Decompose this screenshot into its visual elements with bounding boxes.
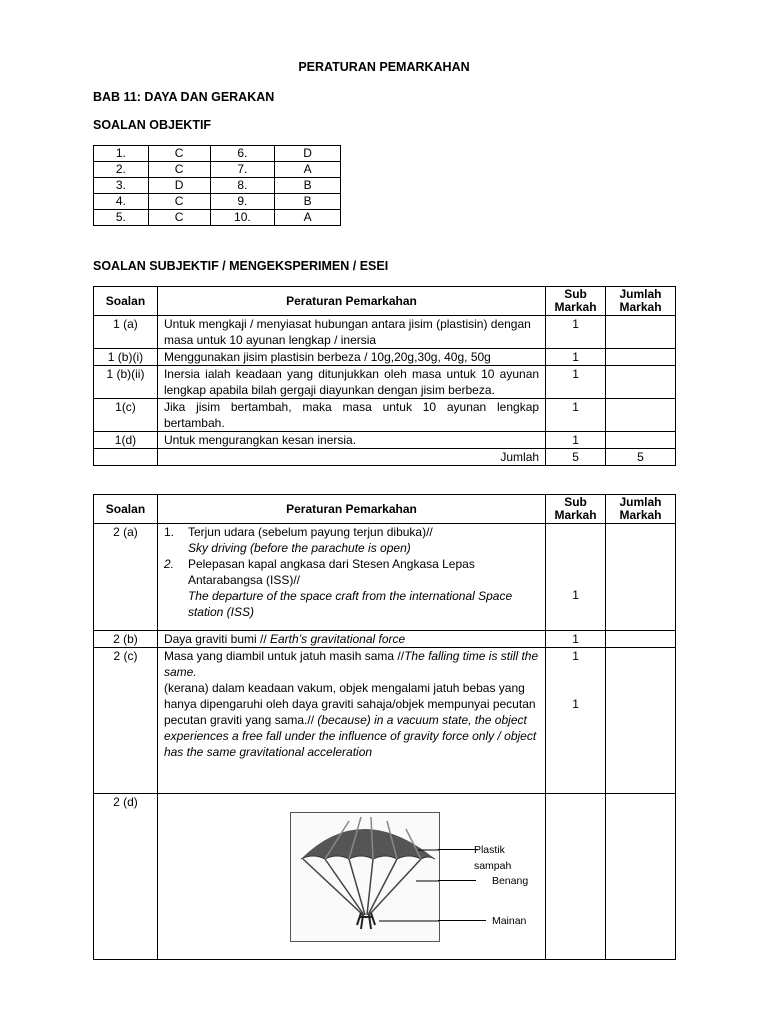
table-row: [94, 349, 676, 366]
marking-text: Inersia ialah keadaan yang ditunjukkan oleh masa untuk 10 ayunan lengkap apabila bilah gergaji diayunkan dengan jisim berbeza.: [157, 366, 545, 399]
marking-text-english: (because) in a vacuum state, the object experiences a free fall under the influence of gravity force only / object has the same gravitational acceleration: [163, 713, 537, 759]
marking-table-1: [93, 286, 676, 466]
answer-letter: C: [148, 146, 210, 162]
answer-letter: D: [275, 146, 341, 162]
table-row: [94, 794, 676, 960]
question-number: 8.: [210, 178, 275, 194]
table-row: [94, 366, 676, 399]
subjective-heading: SOALAN SUBJEKTIF / MENGEKSPERIMEN / ESEI: [93, 259, 389, 273]
marking-text: [157, 631, 545, 648]
sub-mark: 1: [546, 316, 606, 349]
parachute-illustration: [291, 813, 439, 941]
question-number: 3.: [94, 178, 149, 194]
question-number: 5.: [94, 210, 149, 226]
table-row: [94, 432, 676, 449]
marking-text-malay: (kerana) dalam keadaan vakum, objek mengalami jatuh bebas yang hanya dipengaruhi oleh daya graviti sahaja/objek mempunyai pecutan pecutan graviti yang sama.//: [163, 681, 536, 727]
marking-text: [157, 524, 545, 631]
answer-letter: B: [275, 178, 341, 194]
label-thread: Benang: [491, 875, 529, 887]
marking-text-malay: Masa yang diambil untuk jatuh masih sama //: [163, 649, 405, 663]
total-sub-mark: 5: [546, 449, 606, 466]
sub-mark: 1: [546, 349, 606, 366]
question-number: 1 (a): [94, 316, 158, 349]
question-number: 2 (a): [94, 524, 158, 631]
question-number: 4.: [94, 194, 149, 210]
question-number: 2 (b): [94, 631, 158, 648]
diagram-cell: [157, 794, 545, 960]
question-number: 1 (b)(ii): [94, 366, 158, 399]
answer-letter: D: [148, 178, 210, 194]
objective-heading: SOALAN OBJEKTIF: [93, 118, 212, 132]
question-number: 10.: [210, 210, 275, 226]
question-number: 1(d): [94, 432, 158, 449]
marking-text: Menggunakan jisim plastisin berbeza / 10g,20g,30g, 40g, 50g: [157, 349, 545, 366]
answer-letter: A: [275, 210, 341, 226]
header-sub-markah: Sub Markah: [546, 495, 606, 524]
marking-text: Jika jisim bertambah, maka masa untuk 10 ayunan lengkap bertambah.: [157, 399, 545, 432]
marking-text-english: Earth’s gravitational force: [270, 632, 406, 646]
objective-answer-table: [93, 145, 341, 226]
header-soalan: Soalan: [94, 287, 158, 316]
list-number: 1.: [163, 525, 174, 539]
sub-mark: 1: [546, 366, 606, 399]
answer-letter: C: [148, 194, 210, 210]
sub-mark-cell: [546, 648, 606, 794]
total-row: [94, 449, 676, 466]
question-number: 2.: [94, 162, 149, 178]
sub-mark: 1: [546, 399, 606, 432]
marking-text: Untuk mengurangkan kesan inersia.: [157, 432, 545, 449]
header-jumlah-markah: Jumlah Markah: [606, 495, 676, 524]
list-item-english: Sky driving (before the parachute is open): [187, 541, 411, 555]
marking-text: Untuk mengkaji / menyiasat hubungan antara jisim (plastisin) dengan masa untuk 10 ayunan lengkap / inersia: [157, 316, 545, 349]
answer-letter: C: [148, 210, 210, 226]
objective-row: [94, 178, 341, 194]
page-title: PERATURAN PEMARKAHAN: [298, 60, 470, 74]
question-number: 7.: [210, 162, 275, 178]
total-jumlah-mark: 5: [606, 449, 676, 466]
objective-row: [94, 146, 341, 162]
objective-row: [94, 194, 341, 210]
chapter-heading: BAB 11: DAYA DAN GERAKAN: [93, 90, 275, 104]
question-number: 6.: [210, 146, 275, 162]
total-label: Jumlah: [157, 449, 545, 466]
list-number: 2.: [163, 557, 174, 571]
canopy-shape: [301, 829, 435, 859]
table-row: [94, 399, 676, 432]
objective-row: [94, 210, 341, 226]
table-row: [94, 648, 676, 794]
sub-mark: 1: [572, 697, 579, 711]
answer-letter: C: [148, 162, 210, 178]
question-number: 2 (c): [94, 648, 158, 794]
question-number: 9.: [210, 194, 275, 210]
label-toy: Mainan: [491, 915, 527, 927]
parachute-diagram: [290, 812, 440, 942]
marking-table-2: [93, 494, 676, 960]
question-number: 1.: [94, 146, 149, 162]
header-peraturan: Peraturan Pemarkahan: [157, 495, 545, 524]
sub-mark: 1: [572, 649, 579, 663]
table-row: [94, 524, 676, 631]
marking-text-malay: Daya graviti bumi //: [163, 632, 270, 646]
question-number: 2 (d): [94, 794, 158, 960]
question-number: 1(c): [94, 399, 158, 432]
answer-letter: A: [275, 162, 341, 178]
table-row: [94, 631, 676, 648]
header-soalan: Soalan: [94, 495, 158, 524]
header-peraturan: Peraturan Pemarkahan: [157, 287, 545, 316]
marking-text-english: The falling time is still the same.: [163, 649, 539, 679]
header-jumlah-markah: Jumlah Markah: [606, 287, 676, 316]
header-sub-markah: Sub Markah: [546, 287, 606, 316]
objective-row: [94, 162, 341, 178]
list-item-text: Terjun udara (sebelum payung terjun dibuka)//: [187, 525, 433, 539]
label-plastic: Plastik sampah: [473, 844, 512, 872]
toy-figure: [357, 913, 375, 929]
list-item-text: Pelepasan kapal angkasa dari Stesen Angkasa Lepas Antarabangsa (ISS)//: [187, 557, 475, 587]
sub-mark: 1: [546, 432, 606, 449]
answer-letter: B: [275, 194, 341, 210]
question-number: 1 (b)(i): [94, 349, 158, 366]
sub-mark: 1: [546, 524, 606, 631]
list-item-english: The departure of the space craft from the international Space station (ISS): [187, 589, 513, 619]
table-row: [94, 316, 676, 349]
marking-text: [157, 648, 545, 794]
sub-mark: 1: [546, 631, 606, 648]
